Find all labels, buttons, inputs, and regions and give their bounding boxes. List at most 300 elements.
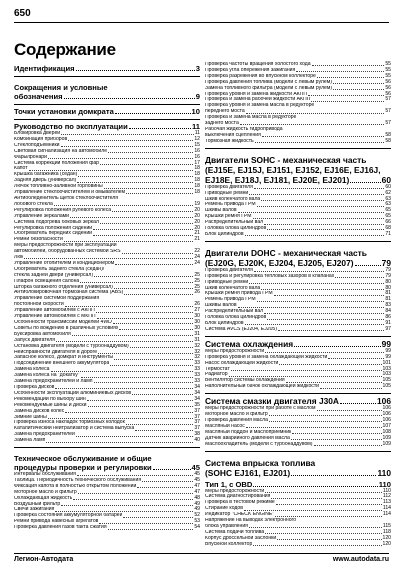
toc-entry-title: Крышка багажника (седан) — [14, 172, 78, 178]
toc-entry-title: Система AVCS (EJ204, EJ205) — [205, 326, 277, 332]
toc-entry-title: Капот — [14, 166, 28, 172]
dot-leader — [123, 517, 193, 518]
toc-page-number: 30 — [194, 313, 200, 320]
toc-page-number: 103 — [382, 365, 391, 372]
toc-page-number: 107 — [382, 422, 391, 429]
toc-section-heading[interactable] — [205, 248, 391, 268]
toc-page-number: 106 — [382, 411, 391, 418]
dot-leader — [114, 288, 193, 289]
dot-leader — [119, 329, 193, 330]
section-divider — [205, 336, 391, 337]
toc-section-heading[interactable] — [14, 454, 200, 472]
dot-leader — [267, 319, 384, 320]
toc-entry-title: Проверка разрежения во впускном коллекторе — [205, 73, 316, 79]
toc-page-number: 62 — [385, 189, 391, 196]
toc-section-title-line: (SOHC EJ161, EJ201) — [205, 467, 291, 478]
dot-leader — [244, 510, 382, 511]
toc-section-title-line: Система впрыска топлива — [205, 457, 316, 468]
toc-entry-title: Запасное колесо, домкрат и инструменты — [14, 355, 114, 361]
toc-entry-title: Каталитический нейтрализатор и система выпуска — [14, 426, 135, 432]
dot-leader — [93, 235, 193, 236]
toc-entry-title: Проверка и замена рабочей жидкости АКПП — [205, 97, 311, 103]
dot-leader — [108, 152, 193, 153]
toc-entry-title: автомобилей, оборудованных системой SRS — [14, 249, 121, 255]
dot-leader — [51, 371, 194, 372]
toc-page-number: 20 — [194, 218, 200, 225]
toc-entry-title: Стеклоподъемники — [14, 142, 60, 148]
toc-page-number: 20 — [194, 212, 200, 219]
toc-page-number: 56 — [385, 90, 391, 97]
toc-entry-title: Рекомендуемые шины и диски — [14, 402, 87, 408]
dot-leader — [253, 218, 385, 219]
toc-page-number: 80 — [385, 278, 391, 285]
section-divider — [205, 241, 391, 242]
dot-leader — [335, 277, 384, 278]
dot-leader — [113, 323, 193, 324]
dot-leader — [87, 400, 194, 401]
toc-page-number: 37 — [194, 413, 200, 420]
toc-entry[interactable] — [14, 438, 200, 444]
toc-page-number: 113 — [382, 499, 391, 506]
toc-page-number: 49 — [194, 500, 200, 507]
toc-entry-title: Шкивы валов — [205, 208, 237, 214]
toc-entry-title: Замена предохранителей — [14, 432, 75, 438]
toc-entry-title: Управление отопителем и кондиционером — [14, 260, 115, 266]
dot-leader — [296, 71, 384, 72]
toc-entry-title: Фиксация капота в полностью открытом положении — [14, 483, 137, 489]
toc-page-number: 66 — [385, 219, 391, 226]
toc-entry-title: Тип 1, с OBD — [205, 479, 253, 489]
toc-page-number: 65 — [385, 213, 391, 220]
toc-page-number: 55 — [385, 66, 391, 73]
toc-entry-title: Таблица. Периодичность технического обслуживания — [14, 477, 142, 483]
toc-entry-title: лобового стекла — [14, 201, 53, 207]
toc-entry-title: Крышки ремня ГРМ — [205, 214, 252, 220]
toc-page-number: 80 — [385, 284, 391, 291]
toc-page-number: 49 — [194, 506, 200, 513]
dot-leader — [278, 330, 384, 331]
toc-entry[interactable] — [205, 327, 391, 333]
toc-page-number: 54 — [194, 524, 200, 531]
toc-page-number: 53 — [194, 518, 200, 525]
toc-page-number: 55 — [385, 61, 391, 67]
toc-page-number: 114 — [382, 505, 391, 512]
toc-entry-title: Свечи зажигания — [14, 507, 55, 513]
dot-leader — [54, 205, 193, 206]
toc-page-number: 109 — [382, 434, 391, 441]
dot-leader — [292, 433, 381, 434]
dot-leader — [314, 445, 382, 446]
toc-entry-title: Моторное масло и фильтр — [205, 412, 268, 418]
toc-entry-title: Световая сигнализация на автомобиле — [14, 148, 108, 154]
toc-page-number: 106 — [382, 405, 391, 412]
dot-leader — [261, 289, 384, 290]
toc-page-number: 30 — [194, 319, 200, 325]
toc-entry-title: Обогреватель передних сидений — [14, 231, 93, 237]
toc-entry-title: Советы по вождению в различных условиях — [14, 325, 119, 331]
toc-page-number: 25 — [194, 271, 200, 278]
toc-entry-title: Замена ламп — [14, 438, 46, 444]
toc-page-number: 37 — [194, 425, 200, 432]
dot-leader — [350, 182, 380, 183]
dot-leader — [333, 83, 384, 84]
dot-leader — [65, 412, 193, 413]
toc-entry-title: Крышки ремня привода ГРМ — [205, 291, 273, 297]
toc-page-number: 18 — [194, 189, 200, 196]
dot-leader — [104, 188, 194, 189]
toc-page-number: 55 — [385, 72, 391, 79]
toc-entry-title: Моторное масло и фильтр — [14, 489, 77, 495]
toc-entry-title: Проверка в тестовом режиме — [205, 500, 275, 506]
toc-page-number: 58 — [385, 131, 391, 138]
dot-leader — [294, 346, 381, 347]
toc-entry-title: Особенности эксплуатации алюминиевых дисков — [14, 390, 132, 396]
toc-entry-title: Проверка давления газов такта сжатия — [14, 525, 107, 531]
toc-section-title-line: Двигатели SOHC - механическая часть — [205, 154, 367, 165]
dot-leader — [265, 352, 384, 353]
toc-entry-title: Идентификация — [14, 64, 75, 73]
toc-section-title-line: (EJ20G, EJ20K, EJ204, EJ205, EJ207) — [205, 257, 354, 268]
toc-page-number: 27 — [194, 307, 200, 314]
toc-entry-title: Замена колеса — [14, 367, 50, 373]
toc-page-number: 18 — [194, 183, 200, 190]
dot-leader — [265, 533, 382, 534]
toc-entry-title: Система коррекции положения фар — [14, 160, 100, 166]
toc-section-heading[interactable] — [14, 83, 200, 101]
section-divider — [205, 451, 391, 452]
toc-page-number: 63 — [385, 201, 391, 208]
dot-leader — [153, 469, 191, 470]
dot-leader — [48, 158, 193, 159]
toc-entry-title: Руководство по эксплуатации — [14, 122, 128, 131]
toc-section-heading[interactable] — [14, 107, 200, 116]
toc-section-title-line: Двигатели DOHC - механическая часть — [205, 247, 367, 258]
dot-leader — [245, 235, 385, 236]
dot-leader — [240, 124, 385, 125]
dot-leader — [255, 142, 385, 143]
toc-section-heading[interactable] — [205, 396, 391, 406]
toc-entry[interactable] — [205, 384, 391, 390]
dot-leader — [73, 499, 193, 500]
toc-page-number: 60 — [381, 174, 391, 185]
dot-leader — [269, 415, 382, 416]
dot-leader — [328, 358, 384, 359]
dot-leader — [94, 276, 193, 277]
toc-page-number: 56 — [385, 78, 391, 85]
toc-page-number: 84 — [385, 308, 391, 315]
toc-section-title-line: Сокращения и условные — [14, 83, 108, 92]
toc-entry-title: Замена топливного фильтра (модели с левым рулем) — [205, 85, 333, 91]
toc-entry-title: Проверка и регулировка тепловых зазоров в клапанах — [205, 273, 335, 279]
toc-entry-title: Распределительный вал — [205, 309, 264, 315]
toc-entry-title: Точки установки домкрата — [14, 107, 114, 116]
dot-leader — [55, 388, 193, 389]
toc-entry-title: Меры предосторожности — [205, 348, 265, 354]
toc-entry-title: Индикатор "CHECK ENGINE" — [205, 512, 275, 518]
toc-page-number: 91 — [385, 320, 391, 326]
top-rule — [14, 22, 389, 23]
toc-page-number: 110 — [382, 487, 391, 494]
toc-entry-title: Рекомендации по выбору шин — [14, 396, 86, 402]
toc-page-number: 19 — [194, 200, 200, 207]
dot-leader — [275, 516, 382, 517]
toc-entry-title: Зимние шины — [14, 414, 47, 420]
dot-leader — [312, 65, 385, 66]
toc-page-number: 120 — [382, 534, 391, 541]
toc-page-number: 52 — [194, 512, 200, 519]
dot-leader — [115, 264, 193, 265]
dot-leader — [129, 128, 191, 129]
toc-entry-title: Радиатор — [205, 372, 228, 378]
dot-leader — [238, 307, 385, 308]
toc-entry-title: Ремень привода ГРМ — [205, 202, 256, 208]
toc-section-title-line: обозначения — [14, 92, 63, 101]
dot-leader — [340, 403, 376, 404]
dot-leader — [311, 101, 384, 102]
section-divider — [205, 393, 391, 394]
toc-page-number: 106 — [382, 416, 391, 423]
dot-leader — [264, 313, 384, 314]
dot-leader — [100, 164, 193, 165]
dot-leader — [257, 301, 385, 302]
dot-leader — [64, 241, 194, 242]
toc-entry[interactable] — [205, 442, 391, 448]
toc-entry-title: Задняя дверь (универсал) — [14, 178, 77, 184]
dot-leader — [253, 545, 381, 546]
toc-section-title-line: (EJ15E, EJ15J, EJ151, EJ152, EJ16E, EJ16J, — [205, 164, 381, 175]
toc-page-number: 22 — [194, 248, 200, 255]
dot-leader — [122, 253, 194, 254]
toc-page-number: 24 — [194, 259, 200, 266]
toc-entry-title: выключения сцепления — [205, 132, 261, 138]
toc-page-number: 103 — [382, 371, 391, 378]
toc-page-number: 57 — [385, 108, 391, 115]
dot-leader — [124, 294, 193, 295]
toc-page-number: 86 — [385, 314, 391, 321]
toc-entry-title: Головка блока цилиндров — [205, 315, 267, 321]
dot-leader — [46, 442, 193, 443]
toc-page-number: 99 — [381, 338, 391, 349]
toc-entry-title: постоянной скорости — [14, 302, 64, 308]
toc-page-number: 81 — [385, 290, 391, 297]
dot-leader — [279, 364, 381, 365]
toc-page-number: 35 — [194, 401, 200, 408]
toc-page-number: 9 — [195, 92, 200, 101]
page-footer — [14, 556, 389, 563]
toc-page-number: 45 — [194, 476, 200, 483]
dot-leader — [142, 481, 193, 482]
toc-page-number: 110 — [378, 479, 391, 489]
dot-leader — [130, 347, 194, 348]
toc-entry[interactable] — [205, 139, 391, 145]
toc-entry-title: Ремень привода ГРМ — [205, 297, 256, 303]
toc-page-number: 45 — [194, 471, 200, 478]
dot-leader — [262, 136, 384, 137]
toc-entry-title: Блокировка дверей — [14, 131, 61, 136]
toc-page-number: 16 — [194, 153, 200, 160]
toc-page-number: 118 — [382, 528, 391, 535]
toc-page-number: 79 — [381, 257, 391, 268]
toc-page-number: 31 — [194, 336, 200, 343]
dot-leader — [249, 283, 384, 284]
toc-page-number: 32 — [194, 348, 200, 355]
toc-entry-title: Проверка уровня и замена жидкости АКПП — [205, 91, 308, 97]
toc-entry-title: Рабочая жидкость гидропривода — [205, 126, 283, 132]
page-title: Содержание — [14, 40, 116, 59]
toc-page-number: 15 — [194, 141, 200, 148]
toc-entry-title: блока управления — [205, 523, 248, 529]
toc-entry-title: Вентилятор системы охлаждения — [205, 378, 285, 384]
toc-entry[interactable] — [14, 525, 200, 531]
toc-entry-title: Шкив коленчатого вала — [205, 196, 261, 202]
toc-entry-title: Распределительный вал — [205, 220, 264, 226]
dot-leader — [94, 382, 194, 383]
dot-leader — [99, 523, 193, 524]
dot-leader — [61, 134, 194, 135]
toc-section-heading[interactable] — [205, 155, 391, 185]
dot-leader — [317, 410, 382, 411]
toc-entry-title: Напряжение на выводах электронного — [205, 518, 297, 524]
toc-page-number: 31 — [194, 330, 200, 337]
toc-page-number: 108 — [382, 428, 391, 435]
toc-entry-title: Шторка багажного отделения (универсал) — [14, 284, 113, 290]
toc-entry-title: Особенности трансмиссии моделей 4WD — [14, 320, 112, 325]
toc-entry-title: Проверка дисков — [14, 384, 55, 390]
toc-page-number: 47 — [194, 482, 200, 489]
toc-entry-title: Меры предосторожности при работе с маслом — [205, 406, 316, 412]
dot-leader — [61, 505, 193, 506]
toc-page-number: 18 — [194, 177, 200, 184]
section-divider — [14, 119, 200, 120]
toc-page-number: 115 — [382, 522, 391, 529]
dot-leader — [126, 193, 193, 194]
dot-leader — [308, 95, 384, 96]
toc-page-number: 16 — [194, 147, 200, 154]
dot-leader — [108, 529, 194, 530]
toc-entry-title: Охлаждающая жидкость — [14, 495, 73, 501]
toc-entry-title: Подсоединение внешнего аккумулятора — [14, 361, 110, 367]
toc-page-number: 3 — [195, 64, 200, 73]
toc-page-number: 97 — [385, 325, 391, 332]
toc-entry-title: Маслоохладитель (модели с турбонаддувом) — [205, 441, 313, 447]
toc-entry-title: стекла задней двери (универсал) — [14, 272, 94, 278]
toc-section-heading[interactable] — [14, 64, 200, 73]
dot-leader — [254, 271, 384, 272]
toc-page-number: 105 — [382, 377, 391, 384]
toc-entry-title: Проверка износа накладок тормозных колодок — [14, 420, 125, 426]
toc-left-column — [14, 62, 200, 531]
dot-leader — [291, 475, 376, 476]
dot-leader — [76, 70, 195, 71]
toc-page-number: 101 — [382, 359, 391, 366]
toc-page-number: 58 — [385, 137, 391, 144]
dot-leader — [317, 77, 384, 78]
dot-leader — [257, 206, 385, 207]
toc-entry-title: Управление системой поддержания — [14, 296, 100, 302]
dot-leader — [126, 424, 194, 425]
dot-leader — [115, 113, 191, 114]
toc-entry-title: Запуск двигателя — [14, 337, 56, 343]
toc-entry[interactable] — [205, 542, 391, 548]
toc-page-number: 20 — [194, 224, 200, 231]
toc-entry-title: Система подогрева боковых зеркал — [14, 219, 99, 225]
dot-leader — [277, 539, 381, 540]
toc-page-number: 81 — [385, 296, 391, 303]
toc-entry-title: переднего моста — [205, 109, 245, 115]
dot-leader — [56, 341, 193, 342]
toc-page-number: 37 — [194, 419, 200, 426]
dot-leader — [55, 511, 193, 512]
section-divider — [14, 104, 200, 105]
toc-page-number: 68 — [385, 225, 391, 232]
dot-leader — [286, 382, 382, 383]
dot-leader — [100, 223, 193, 224]
toc-entry[interactable] — [205, 232, 391, 238]
dot-leader — [64, 98, 195, 99]
dot-leader — [291, 439, 382, 440]
toc-page-number: 24 — [194, 254, 200, 261]
toc-page-number: 32 — [194, 342, 200, 349]
toc-page-number: 99 — [385, 353, 391, 360]
toc-page-number: 57 — [385, 96, 391, 103]
toc-entry-title: Замена дисков колес — [14, 408, 65, 414]
toc-section-heading[interactable] — [14, 122, 200, 131]
toc-page-number: 109 — [382, 440, 391, 447]
toc-page-number: 45 — [191, 463, 200, 473]
dot-leader — [24, 258, 193, 259]
toc-entry-title: Замена предохранителей и ламп — [14, 379, 93, 385]
toc-page-number: 83 — [385, 302, 391, 309]
section-divider — [14, 76, 200, 77]
toc-page-number: 99 — [385, 347, 391, 354]
toc-entry-title: Датчик аварийного давления масла — [205, 435, 290, 441]
bottom-rule — [14, 553, 389, 554]
toc-entry-title: Неисправности двигателя в дороге — [14, 349, 98, 355]
dot-leader — [254, 188, 384, 189]
dot-leader — [61, 146, 194, 147]
toc-section-heading[interactable] — [205, 480, 391, 489]
toc-entry-title: заднего моста — [205, 121, 239, 127]
dot-leader — [271, 498, 382, 499]
dot-leader — [355, 265, 381, 266]
dot-leader — [29, 170, 194, 171]
toc-entry-title: Буксировка автомобиля — [14, 331, 71, 337]
toc-page-number: 18 — [194, 165, 200, 172]
dot-leader — [98, 353, 193, 354]
toc-entry-title: Проверка уровня и замена масла в редукторе — [205, 103, 315, 109]
toc-entry-title: Проверка частоты вращения холостого хода — [205, 62, 311, 67]
toc-entry-title: Фары/фонари — [14, 154, 47, 160]
dot-leader — [229, 376, 382, 377]
toc-section-heading[interactable] — [205, 339, 391, 349]
dot-leader — [81, 377, 194, 378]
dot-leader — [77, 182, 193, 183]
toc-entry-title: Масляный насос — [205, 423, 245, 429]
toc-entry-title: Приводные ремни — [205, 190, 249, 196]
toc-entry-title: Проверка двигателя — [205, 267, 253, 273]
toc-page-number: 11 — [191, 122, 200, 131]
toc-entry-title: Антиблокировочная тормозная система (ABS) — [14, 290, 124, 296]
toc-page-number: 34 — [194, 389, 200, 396]
toc-page-number: 12 — [194, 135, 200, 142]
toc-page-number: 10 — [191, 107, 200, 116]
toc-section-heading[interactable] — [205, 458, 391, 478]
toc-entry-title: Масляный поддон и маслоприемник — [205, 429, 292, 435]
dot-leader — [267, 229, 384, 230]
toc-page-number: 79 — [385, 272, 391, 279]
toc-entry-title: Блок цилиндров — [205, 321, 244, 326]
dot-leader — [97, 318, 194, 319]
